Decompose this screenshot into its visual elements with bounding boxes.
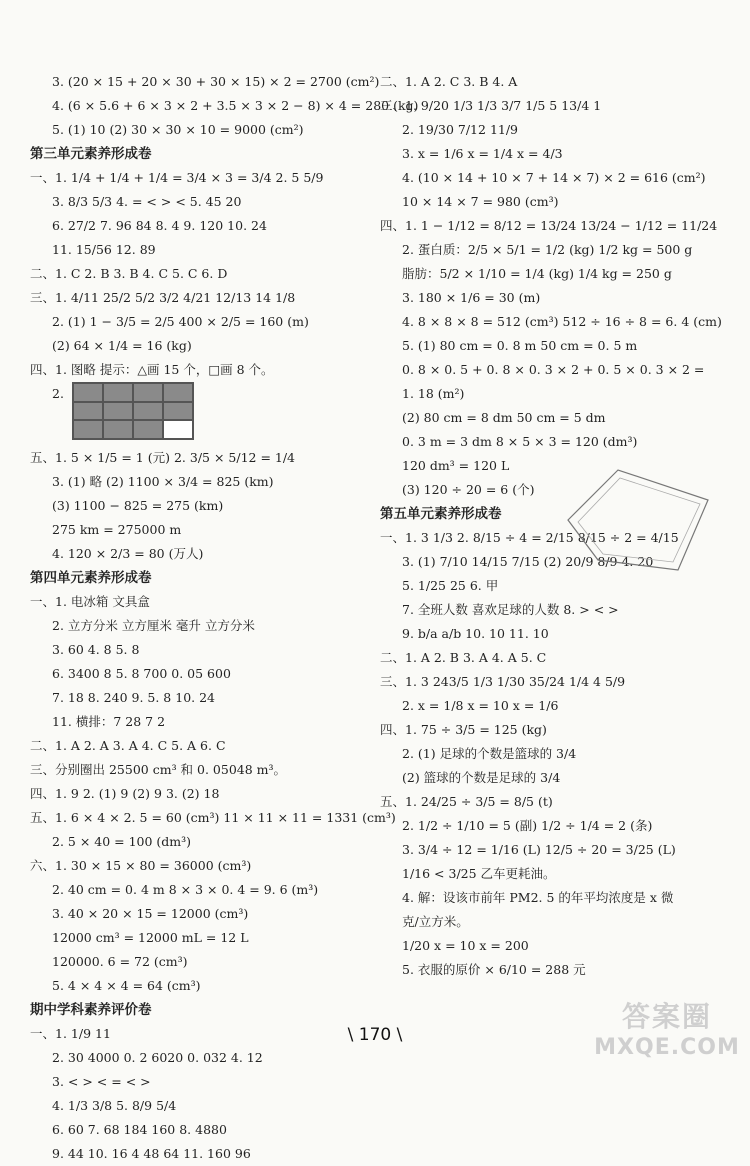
left-line: [30, 590, 365, 614]
line-text: 10 × 14 × 7 = 980 (cm³): [402, 194, 559, 209]
left-line: [30, 926, 365, 950]
watermark: [592, 995, 742, 1060]
right-line: [380, 262, 725, 286]
line-text: 4. 1/3 3/8 5. 8/9 5/4: [52, 1098, 177, 1113]
left-line: [30, 470, 365, 494]
line-text: 2.: [52, 386, 64, 401]
line-text: 4. (10 × 14 + 10 × 7 + 14 × 7) × 2 = 616 (cm²): [402, 170, 706, 185]
left-line: [30, 614, 365, 638]
line-text: 2. 蛋白质：2/5 × 5/1 = 1/2 (kg) 1/2 kg = 500 g: [402, 242, 693, 257]
line-text: 11. 15/56 12. 89: [52, 242, 156, 257]
left-line: [30, 1118, 365, 1142]
left-line: [30, 358, 365, 382]
left-line: [30, 166, 365, 190]
left-line: [30, 382, 365, 442]
left-line: [30, 214, 365, 238]
line-text: 5. 衣服的原价 × 6/10 = 288 元: [402, 962, 586, 977]
grid-cell: [73, 402, 103, 421]
line-text: 11. 横排：7 28 7 2: [52, 714, 166, 729]
right-line: [380, 430, 725, 454]
line-text: 二、1. A 2. B 3. A 4. A 5. C: [380, 650, 547, 665]
right-line: [380, 670, 725, 694]
left-line: [30, 1142, 365, 1166]
footer-left-mark: \: [347, 1025, 359, 1045]
left-line: [30, 758, 365, 782]
line-text: 4. 120 × 2/3 = 80 (万人): [52, 546, 204, 561]
right-line: [380, 358, 725, 382]
line-text: 三、1. 3 243/5 1/3 1/30 35/24 1/4 4 5/9: [380, 674, 626, 689]
left-line: [30, 190, 365, 214]
line-text: 0. 3 m = 3 dm 8 × 5 × 3 = 120 (dm³): [402, 434, 638, 449]
left-line: [30, 974, 365, 998]
line-text: 4. 8 × 8 × 8 = 512 (cm³) 512 ÷ 16 ÷ 8 = 6. 4 (cm): [402, 314, 722, 329]
right-line: [380, 814, 725, 838]
line-text: 7. 全班人数 喜欢足球的人数 8. > < >: [402, 602, 619, 617]
left-line: [30, 262, 365, 286]
line-text: (2) 80 cm = 8 dm 50 cm = 5 dm: [402, 410, 606, 425]
line-text: 三、分别圈出 25500 cm³ 和 0. 05048 m³。: [30, 762, 287, 777]
right-line: [380, 646, 725, 670]
left-line: [30, 902, 365, 926]
right-line: [380, 622, 725, 646]
line-text: 克/立方米。: [402, 914, 469, 929]
line-text: 6. 27/2 7. 96 84 8. 4 9. 120 10. 24: [52, 218, 267, 233]
line-text: 四、1. 9 2. (1) 9 (2) 9 3. (2) 18: [30, 786, 220, 801]
right-line: [380, 94, 725, 118]
line-text: (3) 120 ÷ 20 = 6 (个): [402, 482, 535, 497]
right-line: [380, 70, 725, 94]
page-number: 170: [358, 1025, 392, 1045]
line-text: 第三单元素养形成卷: [30, 146, 152, 162]
line-text: 期中学科素养评价卷: [30, 1002, 152, 1018]
left-line: [30, 782, 365, 806]
left-line: [30, 686, 365, 710]
left-line: [30, 830, 365, 854]
line-text: 二、1. C 2. B 3. B 4. C 5. C 6. D: [30, 266, 228, 281]
right-line: [380, 742, 725, 766]
grid-cell: [103, 420, 133, 439]
line-text: 9. 44 10. 16 4 48 64 11. 160 96: [52, 1146, 251, 1161]
right-line: [380, 190, 725, 214]
right-line: [380, 286, 725, 310]
line-text: 一、1. 1/4 + 1/4 + 1/4 = 3/4 × 3 = 3/4 2. 5 5/9: [30, 170, 324, 185]
right-line: [380, 598, 725, 622]
line-text: 2. 立方分米 立方厘米 毫升 立方分米: [52, 618, 255, 633]
grid-cell: [73, 383, 103, 402]
shaded-grid-diagram: [72, 382, 194, 440]
right-line: [380, 118, 725, 142]
watermark-bottom: MXQE.COM: [594, 1035, 740, 1060]
section-heading: [30, 998, 365, 1022]
line-text: 0. 8 × 0. 5 + 0. 8 × 0. 3 × 2 + 0. 5 × 0. 3 × 2 =: [402, 362, 705, 377]
line-text: 2. 5 × 40 = 100 (dm³): [52, 834, 192, 849]
line-text: 6. 3400 8 5. 8 700 0. 05 600: [52, 666, 231, 681]
line-text: 3. 3/4 ÷ 12 = 1/16 (L) 12/5 ÷ 20 = 3/25 (L): [402, 842, 676, 857]
left-line: [30, 494, 365, 518]
line-text: 六、1. 30 × 15 × 80 = 36000 (cm³): [30, 858, 252, 873]
line-text: 脂肪：5/2 × 1/10 = 1/4 (kg) 1/4 kg = 250 g: [402, 266, 672, 281]
right-line: [380, 334, 725, 358]
line-text: 9. b/a a/b 10. 10 11. 10: [402, 626, 549, 641]
left-line: [30, 638, 365, 662]
line-text: 120000. 6 = 72 (cm³): [52, 954, 188, 969]
grid-cell: [163, 420, 193, 439]
left-line: [30, 118, 365, 142]
line-text: 一、1. 1/9 11: [30, 1026, 111, 1041]
line-text: 2. (1) 1 − 3/5 = 2/5 400 × 2/5 = 160 (m): [52, 314, 309, 329]
grid-cell: [103, 402, 133, 421]
left-line: [30, 70, 380, 94]
left-line: [30, 662, 365, 686]
line-text: 2. 1/2 ÷ 1/10 = 5 (副) 1/2 ÷ 1/4 = 2 (条): [402, 818, 653, 833]
right-line: [380, 958, 725, 982]
right-line: [380, 766, 725, 790]
line-text: 1. 18 (m²): [402, 386, 465, 401]
line-text: 5. 4 × 4 × 4 = 64 (cm³): [52, 978, 201, 993]
line-text: 4. 解：设该市前年 PM2. 5 的年平均浓度是 x 微: [402, 890, 674, 905]
right-line: [380, 934, 725, 958]
line-text: 2. 30 4000 0. 2 6020 0. 032 4. 12: [52, 1050, 263, 1065]
right-line: [380, 382, 725, 406]
grid-cell: [73, 420, 103, 439]
line-text: 四、1. 75 ÷ 3/5 = 125 (kg): [380, 722, 547, 737]
line-text: 7. 18 8. 240 9. 5. 8 10. 24: [52, 690, 215, 705]
line-text: 3. (1) 略 (2) 1100 × 3/4 = 825 (km): [52, 474, 274, 489]
line-text: 四、1. 图略 提示：△画 15 个，□画 8 个。: [30, 362, 274, 377]
footer-right-mark: \: [391, 1025, 403, 1045]
line-text: 5. (1) 80 cm = 0. 8 m 50 cm = 0. 5 m: [402, 338, 638, 353]
left-line: [30, 334, 365, 358]
right-line: [380, 406, 725, 430]
line-text: 6. 60 7. 68 184 160 8. 4880: [52, 1122, 227, 1137]
right-line: [380, 910, 725, 934]
line-text: 2. 40 cm = 0. 4 m 8 × 3 × 0. 4 = 9. 6 (m³): [52, 882, 319, 897]
left-line: [30, 238, 365, 262]
left-line: [30, 854, 365, 878]
grid-cell: [133, 402, 163, 421]
line-text: 二、1. A 2. A 3. A 4. C 5. A 6. C: [30, 738, 226, 753]
left-line: [30, 446, 365, 470]
line-text: (2) 64 × 1/4 = 16 (kg): [52, 338, 192, 353]
right-line: [380, 214, 725, 238]
line-text: 275 km = 275000 m: [52, 522, 182, 537]
watermark-top: 答案圈: [621, 1000, 712, 1033]
line-text: 二、1. A 2. C 3. B 4. A: [380, 74, 518, 89]
line-text: 1/20 x = 10 x = 200: [402, 938, 529, 953]
line-text: 第五单元素养形成卷: [380, 506, 502, 522]
grid-cell: [133, 383, 163, 402]
grid-cell: [163, 383, 193, 402]
line-text: 2. 19/30 7/12 11/9: [402, 122, 519, 137]
line-text: 三、1. 9/20 1/3 1/3 3/7 1/5 5 13/4 1: [380, 98, 602, 113]
line-text: 五、1. 6 × 4 × 2. 5 = 60 (cm³) 11 × 11 × 11 = 1331 (cm³): [30, 810, 396, 825]
left-line: [30, 310, 365, 334]
grid-cell: [103, 383, 133, 402]
right-line: [380, 142, 725, 166]
line-text: 3. 180 × 1/6 = 30 (m): [402, 290, 541, 305]
line-text: 1/16 < 3/25 乙车更耗油。: [402, 866, 556, 881]
section-heading: [30, 142, 365, 166]
left-line: [30, 1070, 365, 1094]
right-line: [380, 718, 725, 742]
line-text: 3. x = 1/6 x = 1/4 x = 4/3: [402, 146, 563, 161]
right-line: [380, 166, 725, 190]
right-line: [380, 838, 725, 862]
line-text: 三、1. 4/11 25/2 5/2 3/2 4/21 12/13 14 1/8: [30, 290, 296, 305]
left-line: [30, 806, 396, 830]
line-text: (3) 1100 − 825 = 275 (km): [52, 498, 224, 513]
right-line: [380, 694, 725, 718]
grid-cell: [133, 420, 163, 439]
line-text: 第四单元素养形成卷: [30, 570, 152, 586]
line-text: 120 dm³ = 120 L: [402, 458, 510, 473]
line-text: 3. (20 × 15 + 20 × 30 + 30 × 15) × 2 = 2700 (cm²): [52, 74, 380, 89]
line-text: 五、1. 24/25 ÷ 3/5 = 8/5 (t): [380, 794, 553, 809]
line-text: 3. < > < = < >: [52, 1074, 151, 1089]
left-line: [30, 1046, 365, 1070]
left-line: [30, 94, 419, 118]
line-text: 3. 60 4. 8 5. 8: [52, 642, 140, 657]
right-line: [380, 238, 725, 262]
line-text: 一、1. 电冰箱 文具盒: [30, 594, 150, 609]
right-line: [380, 790, 725, 814]
line-text: 四、1. 1 − 1/12 = 8/12 = 13/24 13/24 − 1/12 = 11/24: [380, 218, 718, 233]
left-line: [30, 518, 365, 542]
left-line: [30, 286, 365, 310]
grid-cell: [163, 402, 193, 421]
right-line: [380, 862, 725, 886]
left-line: [30, 734, 365, 758]
left-line: [30, 542, 365, 566]
left-line: [30, 950, 365, 974]
pencil-scribble: [558, 460, 718, 580]
line-text: 2. x = 1/8 x = 10 x = 1/6: [402, 698, 559, 713]
left-line: [30, 878, 365, 902]
line-text: 5. (1) 10 (2) 30 × 30 × 10 = 9000 (cm²): [52, 122, 304, 137]
line-text: (2) 篮球的个数是足球的 3/4: [402, 770, 561, 785]
line-text: 3. 8/3 5/3 4. = < > < 5. 45 20: [52, 194, 242, 209]
line-text: 五、1. 5 × 1/5 = 1 (元) 2. 3/5 × 5/12 = 1/4: [30, 450, 296, 465]
line-text: 5. 1/25 25 6. 甲: [402, 578, 499, 593]
left-line: [30, 710, 365, 734]
line-text: 3. (1) 7/10 14/15 7/15 (2) 20/9 8/9 4. 20: [402, 554, 654, 569]
line-text: 2. (1) 足球的个数是篮球的 3/4: [402, 746, 577, 761]
line-text: 4. (6 × 5.6 + 6 × 3 × 2 + 3.5 × 3 × 2 − 8) × 4 = 280 (kg): [52, 98, 419, 113]
right-line: [380, 886, 725, 910]
line-text: 3. 40 × 20 × 15 = 12000 (cm³): [52, 906, 249, 921]
line-text: 12000 cm³ = 12000 mL = 12 L: [52, 930, 249, 945]
line-text: 一、1. 3 1/3 2. 8/15 ÷ 4 = 2/15 8/15 ÷ 2 = 4/15: [380, 530, 679, 545]
section-heading: [30, 566, 365, 590]
left-line: [30, 1094, 365, 1118]
right-line: [380, 310, 725, 334]
